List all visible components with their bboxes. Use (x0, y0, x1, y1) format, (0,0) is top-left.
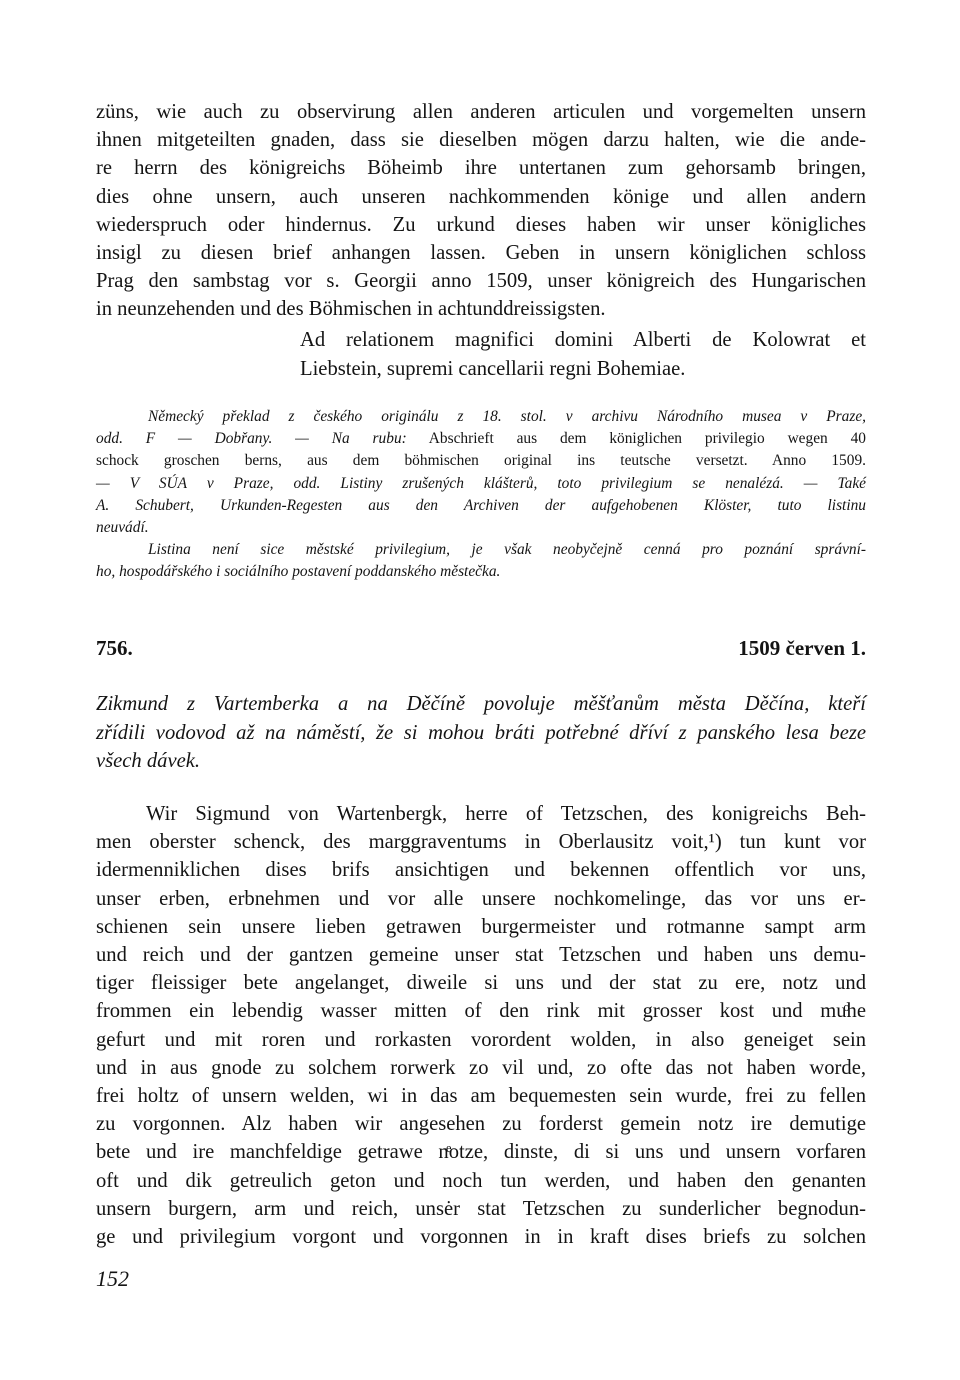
document-date: 1509 červen 1. (738, 636, 866, 660)
regest (96, 690, 866, 776)
note-line: ho, hospodářského i sociálního postavení poddanského městečka. (96, 563, 501, 581)
body-line: frommen ein lebendig wasser mitten of den rink mit grosser kost und muͦhe (96, 1000, 866, 1023)
note-line: Listina není sice městské privilegium, je však neobyčejně cenná pro poznání správní- (148, 541, 866, 559)
text-line: ihnen mitgeteilten gnaden, dass sie dieselben mögen darzu halten, wie die ande- (96, 129, 866, 152)
continuation-paragraph (96, 98, 866, 324)
body-line: men oberster schenck, des marggraventums in Oberlausitz voit,¹) tun kunt vor (96, 831, 866, 854)
text-line: re herrn des königreichs Böheimb ihre untertanen zum gehorsamb bringen, (96, 157, 866, 180)
note-line: — V SÚA v Praze, odd. Listiny zrušených klášterů, toto privilegium se nenalézá. — Také (96, 474, 866, 492)
page-number: 152 (96, 1266, 129, 1291)
note-line (96, 428, 866, 450)
regest-line: všech dávek. (96, 750, 201, 773)
body-line: und in aus gnode zu solchem rorwerk zo vil und, zo ofte das not haben worde, (96, 1056, 866, 1079)
body-line: bete und ire manchfeldige getrawe nͤotze, dinste, di si uns und unsern vorfaren (96, 1141, 866, 1164)
regest-line: Zikmund z Vartemberka a na Děčíně povoluje měšťanům města Děčína, kteří (96, 693, 866, 715)
document-header (96, 636, 866, 670)
document-body (96, 800, 866, 1251)
note-line: Německý překlad z českého originálu z 18. stol. v archivu Národního musea v Praze, (148, 408, 866, 425)
text-line: dies ohne unsern, auch unseren nachkommenden könige und allen andern (96, 185, 866, 208)
body-line: oft und dik getreulich geton und noch tun werden, und haben den genanten (96, 1169, 866, 1192)
text-line: insigl zu diesen brief anhangen lassen. Geben in unsern königlichen schloss (96, 242, 866, 265)
body-line: frei holtz of unsern welden, wi in das am bequemesten sein wurde, frei zu fellen (96, 1085, 866, 1108)
source-notes (96, 406, 866, 584)
note-line: schock groschen berns, aus dem böhmischen original ins teutsche versetzt. Anno 1509. (96, 452, 866, 470)
body-line: und reich und der gantzen gemeine unser stat Tetzschen und haben uns demu- (96, 944, 866, 967)
body-line: schienen sein unsere lieben getrawen burgermeister und rotmanne sampt arm (96, 915, 866, 938)
text-line: Prag den sambstag vor s. Georgii anno 1509, unser königreich des Hungarischen (96, 270, 866, 293)
body-line: unsern burgern, arm und reich, unsėr stat Tetzschen zu sunderlicher begnodun- (96, 1197, 866, 1220)
body-line: idermenniklichen dises brifs ansichtigen und bekennen offentlich vor uns, (96, 859, 866, 882)
body-line: unser erben, erbnehmen und vor alle unsere nochkomelinge, das vor uns er- (96, 887, 866, 910)
body-line: ge und privilegium vorgont und vorgonnen in in kraft dises briefs zu solchen (96, 1226, 866, 1249)
text-line: züns, wie auch zu observirung allen anderen articulen und vorgemelten unsern (96, 101, 866, 123)
text-line: wiederspruch oder hindernus. Zu urkund dieses haben wir unser königliches (96, 213, 866, 236)
text-line: in neunzehenden und des Böhmischen in achtunddreissigsten. (96, 298, 606, 321)
note-line: A. Schubert, Urkunden-Regesten aus den Archiven der aufgehobenen Klöster, tuto listinu (96, 496, 866, 514)
document-number: 756. (96, 636, 133, 660)
body-line: tiger fleissiger bete angelanget, diweile si uns und der stat zu ere, notz und (96, 972, 866, 995)
note-italic: odd. F — Dobřany. — Na rubu: (96, 430, 407, 448)
chancery-note (300, 326, 866, 384)
body-line: zu vorgonnen. Alz haben wir angesehen zu forderst gemein notz ire demutige (96, 1113, 866, 1136)
note-line: neuvádí. (96, 519, 149, 537)
regest-line: zřídili vodovod až na náměstí, že si mohou bráti potřebné dříví z panského lesa beze (96, 721, 866, 744)
text-line: Liebstein, supremi cancellarii regni Bohemiae. (300, 358, 686, 380)
note-roman: Abschrieft aus dem königlichen privilegio wegen 40 (406, 430, 866, 448)
text-line: Ad relationem magnifici domini Alberti de Kolowrat et (300, 329, 866, 351)
body-line: gefurt und mit roren und rorkasten vorordent wolden, in also geneiget sein (96, 1028, 866, 1051)
body-line: Wir Sigmund von Wartenbergk, herre of Tetzschen, des konigreichs Beh- (146, 803, 866, 825)
